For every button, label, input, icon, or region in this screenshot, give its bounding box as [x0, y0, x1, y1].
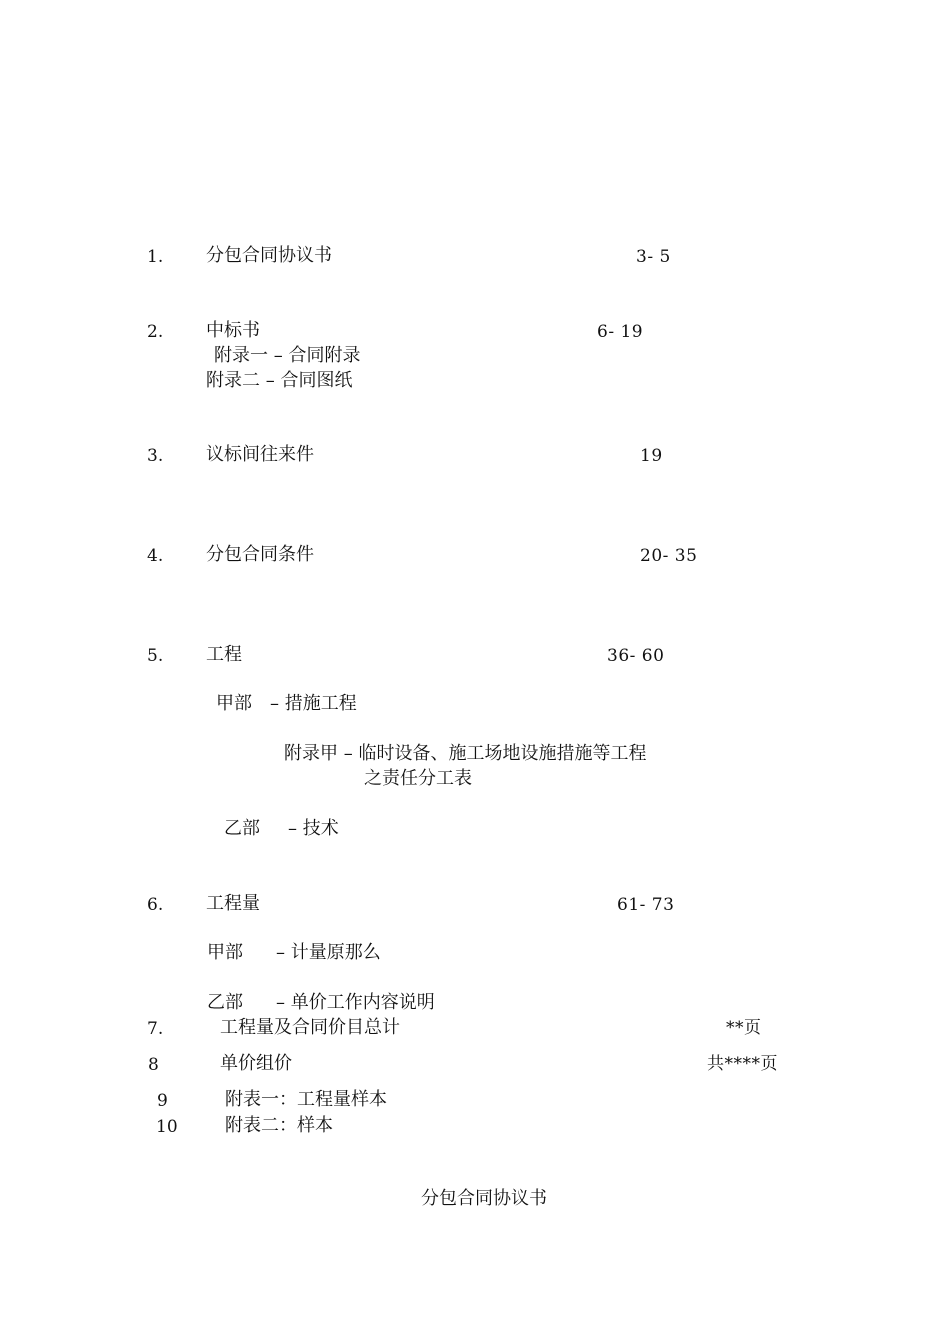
toc-item-1-number: 1.	[147, 247, 164, 267]
toc-item-4-pages: 20- 35	[640, 546, 698, 566]
toc-item-6-part-b-desc: – 单价工作内容说明	[276, 992, 435, 1013]
toc-item-9-title: 附表一：工程量样本	[225, 1089, 387, 1110]
toc-item-5-part-a-label: 甲部	[216, 693, 252, 714]
toc-item-6-part-a-label: 甲部	[207, 942, 243, 963]
toc-item-5-pages: 36- 60	[607, 646, 665, 666]
toc-item-6-part-b-label: 乙部	[207, 992, 243, 1013]
toc-item-1-pages: 3- 5	[636, 247, 671, 267]
toc-item-2-pages: 6- 19	[597, 322, 644, 342]
toc-item-4-title: 分包合同条件	[206, 544, 314, 565]
toc-item-8-title: 单价组价	[220, 1053, 292, 1074]
toc-item-5-part-b-desc: – 技术	[288, 818, 339, 839]
toc-item-5-appendix-a-line-1: 附录甲 – 临时设备、施工场地设施措施等工程	[284, 743, 647, 764]
toc-item-2-number: 2.	[147, 322, 164, 342]
toc-item-6-number: 6.	[147, 895, 164, 915]
toc-item-6-part-a-desc: – 计量原那么	[276, 942, 381, 963]
toc-item-4-number: 4.	[147, 546, 164, 566]
toc-item-1-title: 分包合同协议书	[206, 245, 332, 266]
toc-item-2-appendix-2: 附录二 – 合同图纸	[206, 370, 353, 391]
toc-item-2-title: 中标书	[206, 320, 260, 341]
toc-item-5-part-b-label: 乙部	[224, 818, 260, 839]
toc-item-8-number: 8	[148, 1055, 159, 1075]
toc-item-8-pages: 共****页	[707, 1054, 778, 1074]
toc-item-10-title: 附表二：样本	[225, 1115, 333, 1136]
toc-item-5-title: 工程	[206, 644, 242, 665]
toc-item-3-pages: 19	[640, 446, 663, 466]
toc-item-6-title: 工程量	[206, 893, 260, 914]
toc-item-10-number: 10	[156, 1117, 178, 1137]
toc-item-5-number: 5.	[147, 646, 164, 666]
toc-item-9-number: 9	[157, 1091, 168, 1111]
toc-item-7-title: 工程量及合同价目总计	[220, 1017, 400, 1038]
toc-item-3-number: 3.	[147, 446, 164, 466]
toc-item-7-pages: **页	[726, 1018, 762, 1038]
toc-item-5-part-a-desc: – 措施工程	[270, 693, 357, 714]
toc-item-2-appendix-1: 附录一 – 合同附录	[214, 345, 361, 366]
toc-item-3-title: 议标间往来件	[206, 444, 314, 465]
toc-item-6-pages: 61- 73	[617, 895, 675, 915]
section-heading: 分包合同协议书	[421, 1188, 547, 1209]
toc-item-7-number: 7.	[147, 1019, 164, 1039]
toc-item-5-appendix-a-line-2: 之责任分工表	[364, 768, 472, 789]
